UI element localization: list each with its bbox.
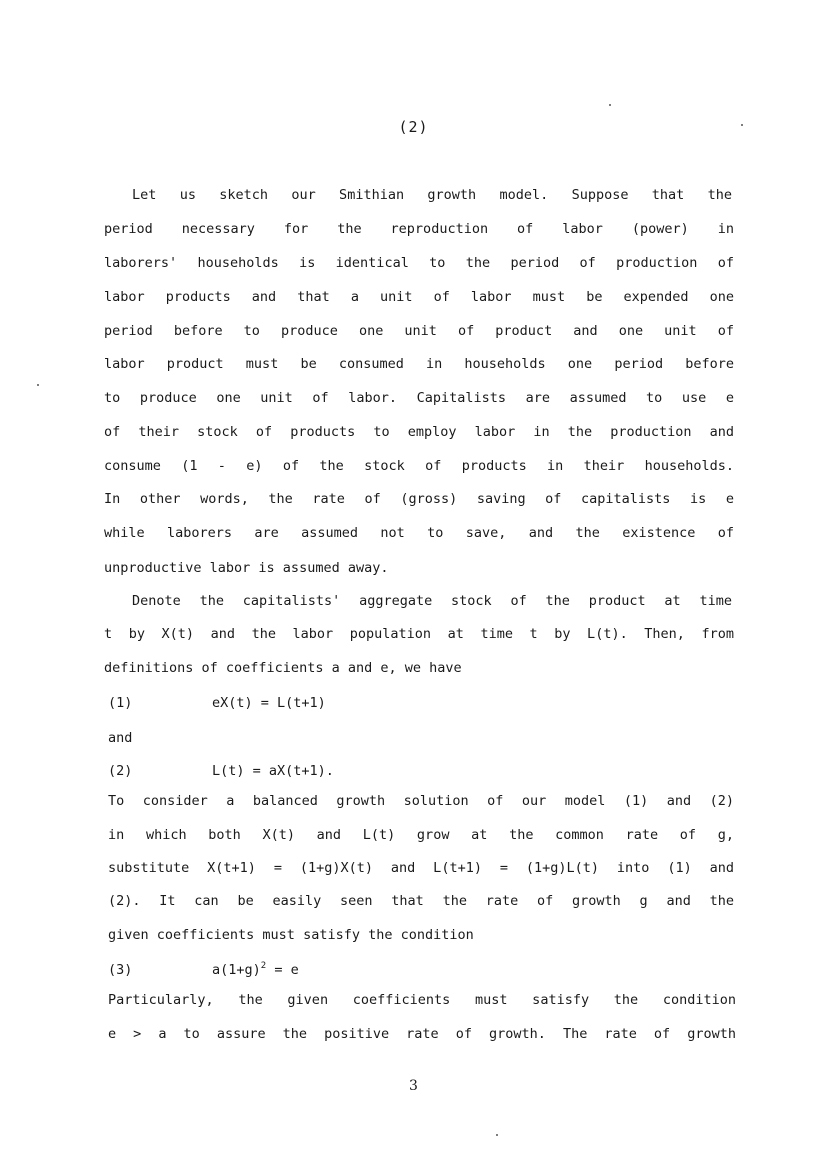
equation-expression: eX(t) = L(t+1) (212, 695, 326, 711)
scan-speck (37, 384, 39, 386)
section-label: (2) (398, 118, 429, 136)
page-number: 3 (409, 1078, 418, 1094)
text-line: while laborers are assumed not to save, and the existence of (104, 525, 734, 541)
equation-expression: L(t) = aX(t+1). (212, 763, 334, 779)
equation-number: (2) (108, 763, 133, 779)
equation-number: (1) (108, 695, 133, 711)
text-line: laborers' households is identical to the period of production of (104, 255, 734, 271)
scan-speck (609, 104, 611, 106)
equation-base: a(1+g) (212, 962, 261, 978)
text-line: consume (1 - e) of the stock of products in their households. (104, 458, 734, 474)
text-line: labor product must be consumed in households one period before (104, 356, 734, 372)
scan-speck (741, 124, 743, 126)
text-line: Particularly, the given coefficients must satisfy the condition (108, 992, 736, 1008)
text-line: To consider a balanced growth solution of our model (1) and (2) (108, 793, 734, 809)
text-line: e > a to assure the positive rate of growth. The rate of growth (108, 1026, 736, 1042)
text-line: to produce one unit of labor. Capitalists are assumed to use e (104, 390, 734, 406)
text-line: labor products and that a unit of labor must be expended one (104, 289, 734, 305)
text-line: Denote the capitalists' aggregate stock of the product at time (132, 593, 732, 609)
text-line: unproductive labor is assumed away. (104, 560, 389, 576)
text-line: In other words, the rate of (gross) saving of capitalists is e (104, 491, 734, 507)
equation-number: (3) (108, 962, 133, 978)
text-line: substitute X(t+1) = (1+g)X(t) and L(t+1) = (1+g)L(t) into (1) and (108, 860, 734, 876)
text-line: period necessary for the reproduction of labor (power) in (104, 221, 734, 237)
equation-rhs: = e (266, 962, 299, 978)
text-line: given coefficients must satisfy the condition (108, 927, 474, 943)
text-line: t by X(t) and the labor population at time t by L(t). Then, from (104, 626, 734, 642)
text-line: of their stock of products to employ labor in the production and (104, 424, 734, 440)
equation-exponent: 2 (260, 961, 267, 971)
text-line: in which both X(t) and L(t) grow at the common rate of g, (108, 827, 734, 843)
text-line: period before to produce one unit of product and one unit of (104, 323, 734, 339)
text-line: and (108, 730, 133, 746)
text-line: definitions of coefficients a and e, we have (104, 660, 462, 676)
equation-expression (212, 961, 299, 979)
text-line: Let us sketch our Smithian growth model. Suppose that the (132, 187, 732, 203)
scan-speck (496, 1134, 498, 1136)
text-line: (2). It can be easily seen that the rate of growth g and the (108, 893, 734, 909)
